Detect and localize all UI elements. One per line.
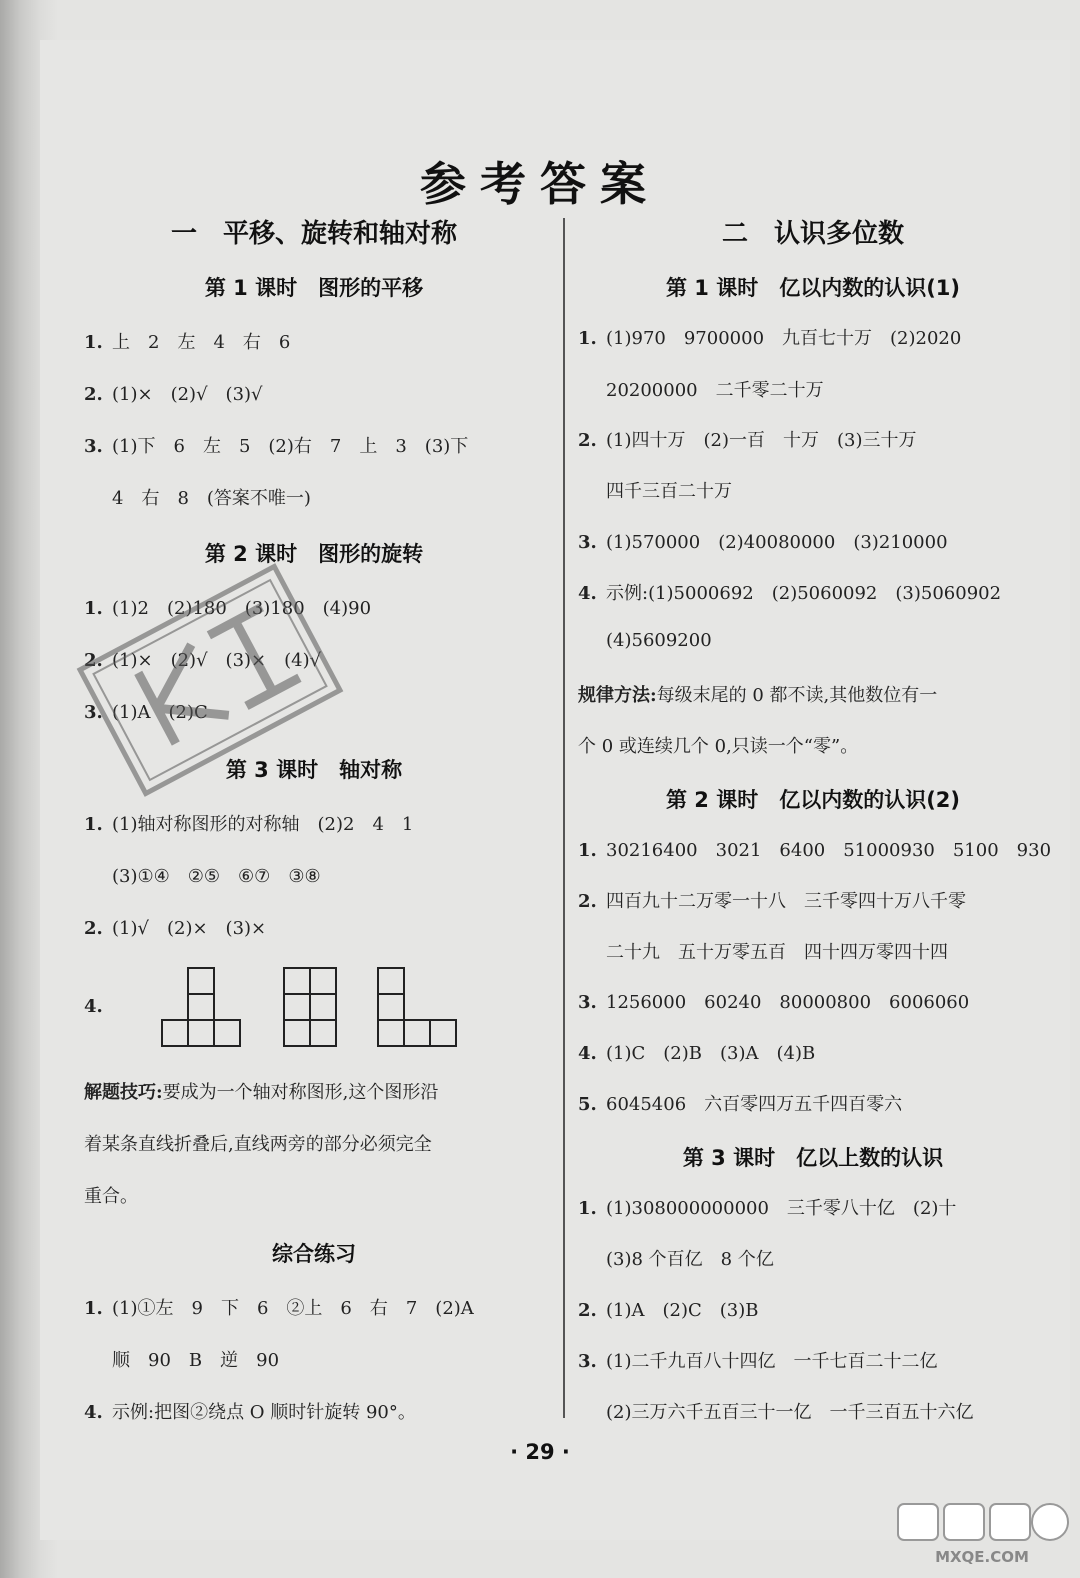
lesson-heading: 第 1 课时 亿以内数的认识(1) bbox=[665, 276, 961, 300]
answer-line: 3. (1)A (2)C bbox=[84, 702, 208, 723]
answer-line: 2. (1)× (2)√ (3)√ bbox=[84, 384, 263, 405]
answer-line: 2. 四百九十二万零一十八 三千零四十万八千零 bbox=[578, 891, 966, 912]
answer-line: 1. (1)308000000000 三千零八十亿 (2)十 bbox=[578, 1198, 957, 1219]
tip-line: 着某条直线折叠后,直线两旁的部分必须完全 bbox=[84, 1134, 432, 1155]
answer-line: 20200000 二千零二十万 bbox=[606, 380, 824, 401]
page-number: · 29 · bbox=[510, 1440, 570, 1464]
answer-line: 1. 30216400 3021 6400 51000930 5100 930 bbox=[578, 840, 1052, 861]
tip-line: 重合。 bbox=[84, 1186, 138, 1207]
answer-line: 1. 上 2 左 4 右 6 bbox=[84, 332, 291, 353]
watermark-logo bbox=[892, 1498, 1072, 1570]
tip-line: 解题技巧:要成为一个轴对称图形,这个图形沿 bbox=[84, 1082, 439, 1103]
answer-line: 4. bbox=[84, 996, 103, 1017]
chapter-heading-1: 一 平移、旋转和轴对称 bbox=[170, 219, 457, 249]
answer-line: 1. (1)①左 9 下 6 ②上 6 右 7 (2)A bbox=[84, 1298, 474, 1319]
answer-line: 1. (1)2 (2)180 (3)180 (4)90 bbox=[84, 598, 372, 619]
answer-line: 4 右 8 (答案不唯一) bbox=[112, 488, 311, 509]
lesson-heading: 第 2 课时 亿以内数的认识(2) bbox=[665, 788, 961, 812]
answer-line: (4)5609200 bbox=[606, 630, 712, 651]
answer-line: 3. (1)二千九百八十四亿 一千七百二十二亿 bbox=[578, 1351, 938, 1372]
answer-line: 5. 6045406 六百零四万五千四百零六 bbox=[578, 1094, 903, 1115]
lesson-heading: 第 3 课时 亿以上数的认识 bbox=[682, 1146, 944, 1170]
lesson-heading: 第 1 课时 图形的平移 bbox=[204, 276, 424, 300]
column-divider bbox=[563, 218, 565, 1418]
grid-figure-c bbox=[378, 968, 456, 1046]
answer-line: 4. 示例:(1)5000692 (2)5060092 (3)5060902 bbox=[578, 583, 1002, 604]
page-title: 参考答案 bbox=[420, 157, 660, 211]
lesson-heading: 第 2 课时 图形的旋转 bbox=[204, 542, 424, 566]
answer-line: 1. (1)970 9700000 九百七十万 (2)2020 bbox=[578, 328, 962, 349]
symmetry-grid-figures bbox=[160, 966, 540, 1052]
answer-line: 3. (1)570000 (2)40080000 (3)210000 bbox=[578, 532, 948, 553]
answer-line: 1. (1)轴对称图形的对称轴 (2)2 4 1 bbox=[84, 814, 414, 835]
answer-line: 四千三百二十万 bbox=[606, 481, 732, 502]
answer-line: 2. (1)× (2)√ (3)× (4)√ bbox=[84, 650, 322, 671]
answer-line: 3. (1)下 6 左 5 (2)右 7 上 3 (3)下 bbox=[84, 436, 469, 457]
tip-line: 个 0 或连续几个 0,只读一个“零”。 bbox=[578, 736, 859, 757]
lesson-heading: 第 3 课时 轴对称 bbox=[225, 758, 403, 782]
grid-figure-b bbox=[284, 968, 336, 1046]
svg-text:MXQE.COM: MXQE.COM bbox=[935, 1548, 1029, 1566]
chapter-heading-2: 二 认识多位数 bbox=[721, 219, 904, 249]
answer-line: 顺 90 B 逆 90 bbox=[112, 1350, 280, 1371]
answer-line: 2. (1)四十万 (2)一百 十万 (3)三十万 bbox=[578, 430, 917, 451]
answer-line: 3. 1256000 60240 80000800 6006060 bbox=[578, 992, 970, 1013]
grid-figure-a bbox=[162, 968, 240, 1046]
answer-line: (2)三万六千五百三十一亿 一千三百五十六亿 bbox=[606, 1402, 974, 1423]
lesson-heading: 综合练习 bbox=[272, 1242, 356, 1266]
answer-line: 二十九 五十万零五百 四十四万零四十四 bbox=[606, 942, 948, 963]
answer-line: 2. (1)√ (2)× (3)× bbox=[84, 918, 267, 939]
answer-line: (3)①④ ②⑤ ⑥⑦ ③⑧ bbox=[112, 866, 321, 887]
answer-line: 4. 示例:把图②绕点 O 顺时针旋转 90°。 bbox=[84, 1402, 416, 1423]
answer-line: 2. (1)A (2)C (3)B bbox=[578, 1300, 759, 1321]
answer-line: 4. (1)C (2)B (3)A (4)B bbox=[578, 1043, 816, 1064]
tip-line: 规律方法:每级末尾的 0 都不读,其他数位有一 bbox=[578, 685, 938, 706]
answer-line: (3)8 个百亿 8 个亿 bbox=[606, 1249, 774, 1270]
